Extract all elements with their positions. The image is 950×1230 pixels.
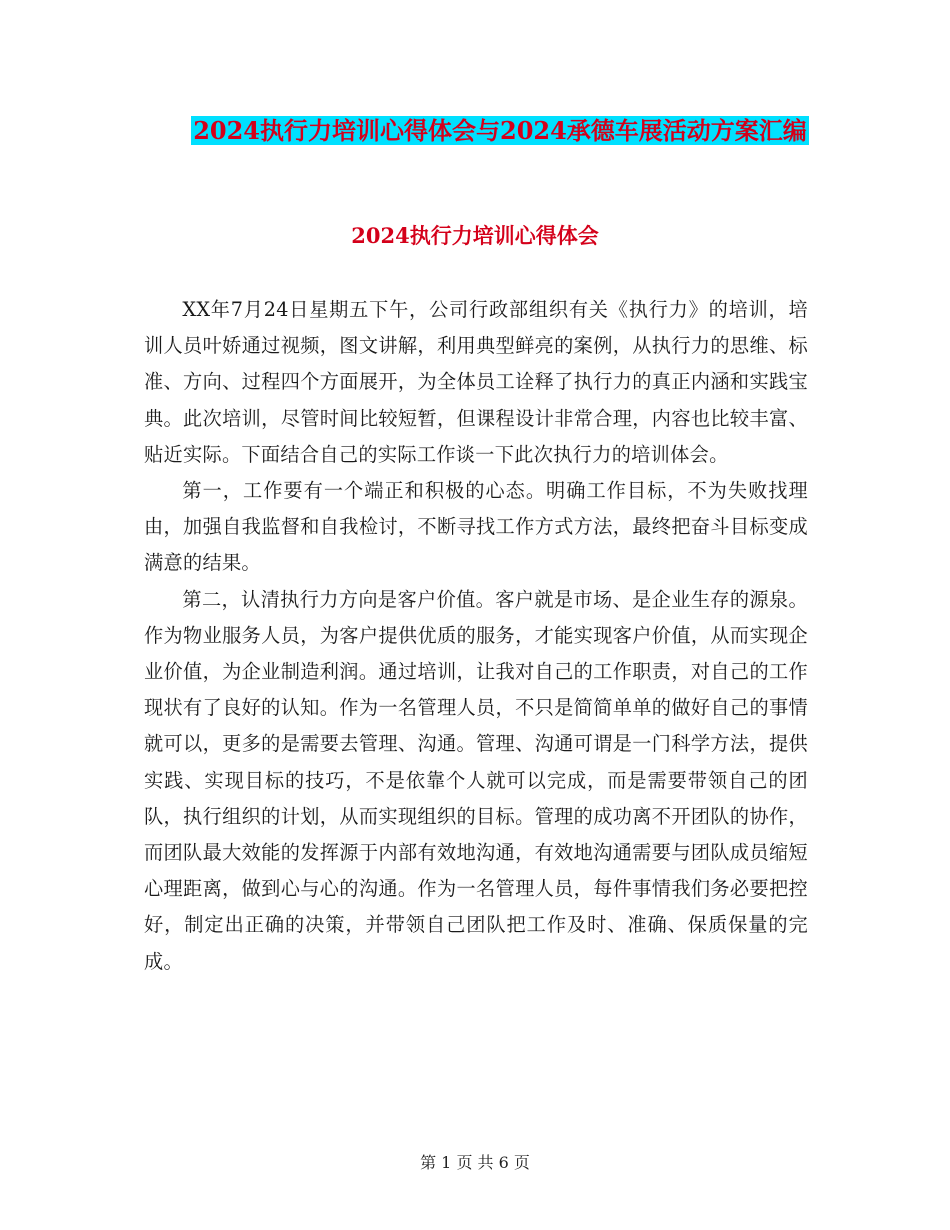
paragraph-1: XX年7月24日星期五下午，公司行政部组织有关《执行力》的培训，培训人员叶娇通过视频，图文讲解，利用典型鲜亮的案例，从执行力的思维、标准、方向、过程四个方面展开，为全体员工诠释了执行力的真正内涵和实践宝典。此次培训，尽管时间比较短暂，但课程设计非常合理，内容也比较丰富、贴近实际。下面结合自己的实际工作谈一下此次执行力的培训体会。 [144,298,808,466]
paragraph-3: 第二，认清执行力方向是客户价值。客户就是市场、是企业生存的源泉。作为物业服务人员，为客户提供优质的服务，才能实现客户价值，从而实现企业价值，为企业制造利润。通过培训，让我对自己的工作职责，对自己的工作现状有了良好的认知。作为一名管理人员，不只是简简单单的做好自己的事情就可以，更多的是需要去管理、沟通。管理、沟通可谓是一门科学方法，提供实践、实现目标的技巧，不是依靠个人就可以完成，而是需要带领自己的团队，执行组织的计划，从而实现组织的目标。管理的成功离不开团队的协作，而团队最大效能的发挥源于内部有效地沟通，有效地沟通需要与团队成员缩短心理距离，做到心与心的沟通。作为一名管理人员，每件事情我们务必要把控好，制定出正确的决策，并带领自己团队把工作及时、准确、保质保量的完成。 [144,587,808,973]
document-body [144,292,808,980]
section-title: 2024执行力培训心得体会 [351,223,599,248]
page-number-footer: 第 1 页 共 6 页 [420,1153,530,1172]
paragraph-2: 第一，工作要有一个端正和积极的心态。明确工作目标，不为失败找理由，加强自我监督和自我检讨，不断寻找工作方式方法，最终把奋斗目标变成满意的结果。 [144,479,808,575]
document-title [140,110,860,152]
document-title-text: 2024执行力培训心得体会与2024承德车展活动方案汇编 [193,116,807,145]
